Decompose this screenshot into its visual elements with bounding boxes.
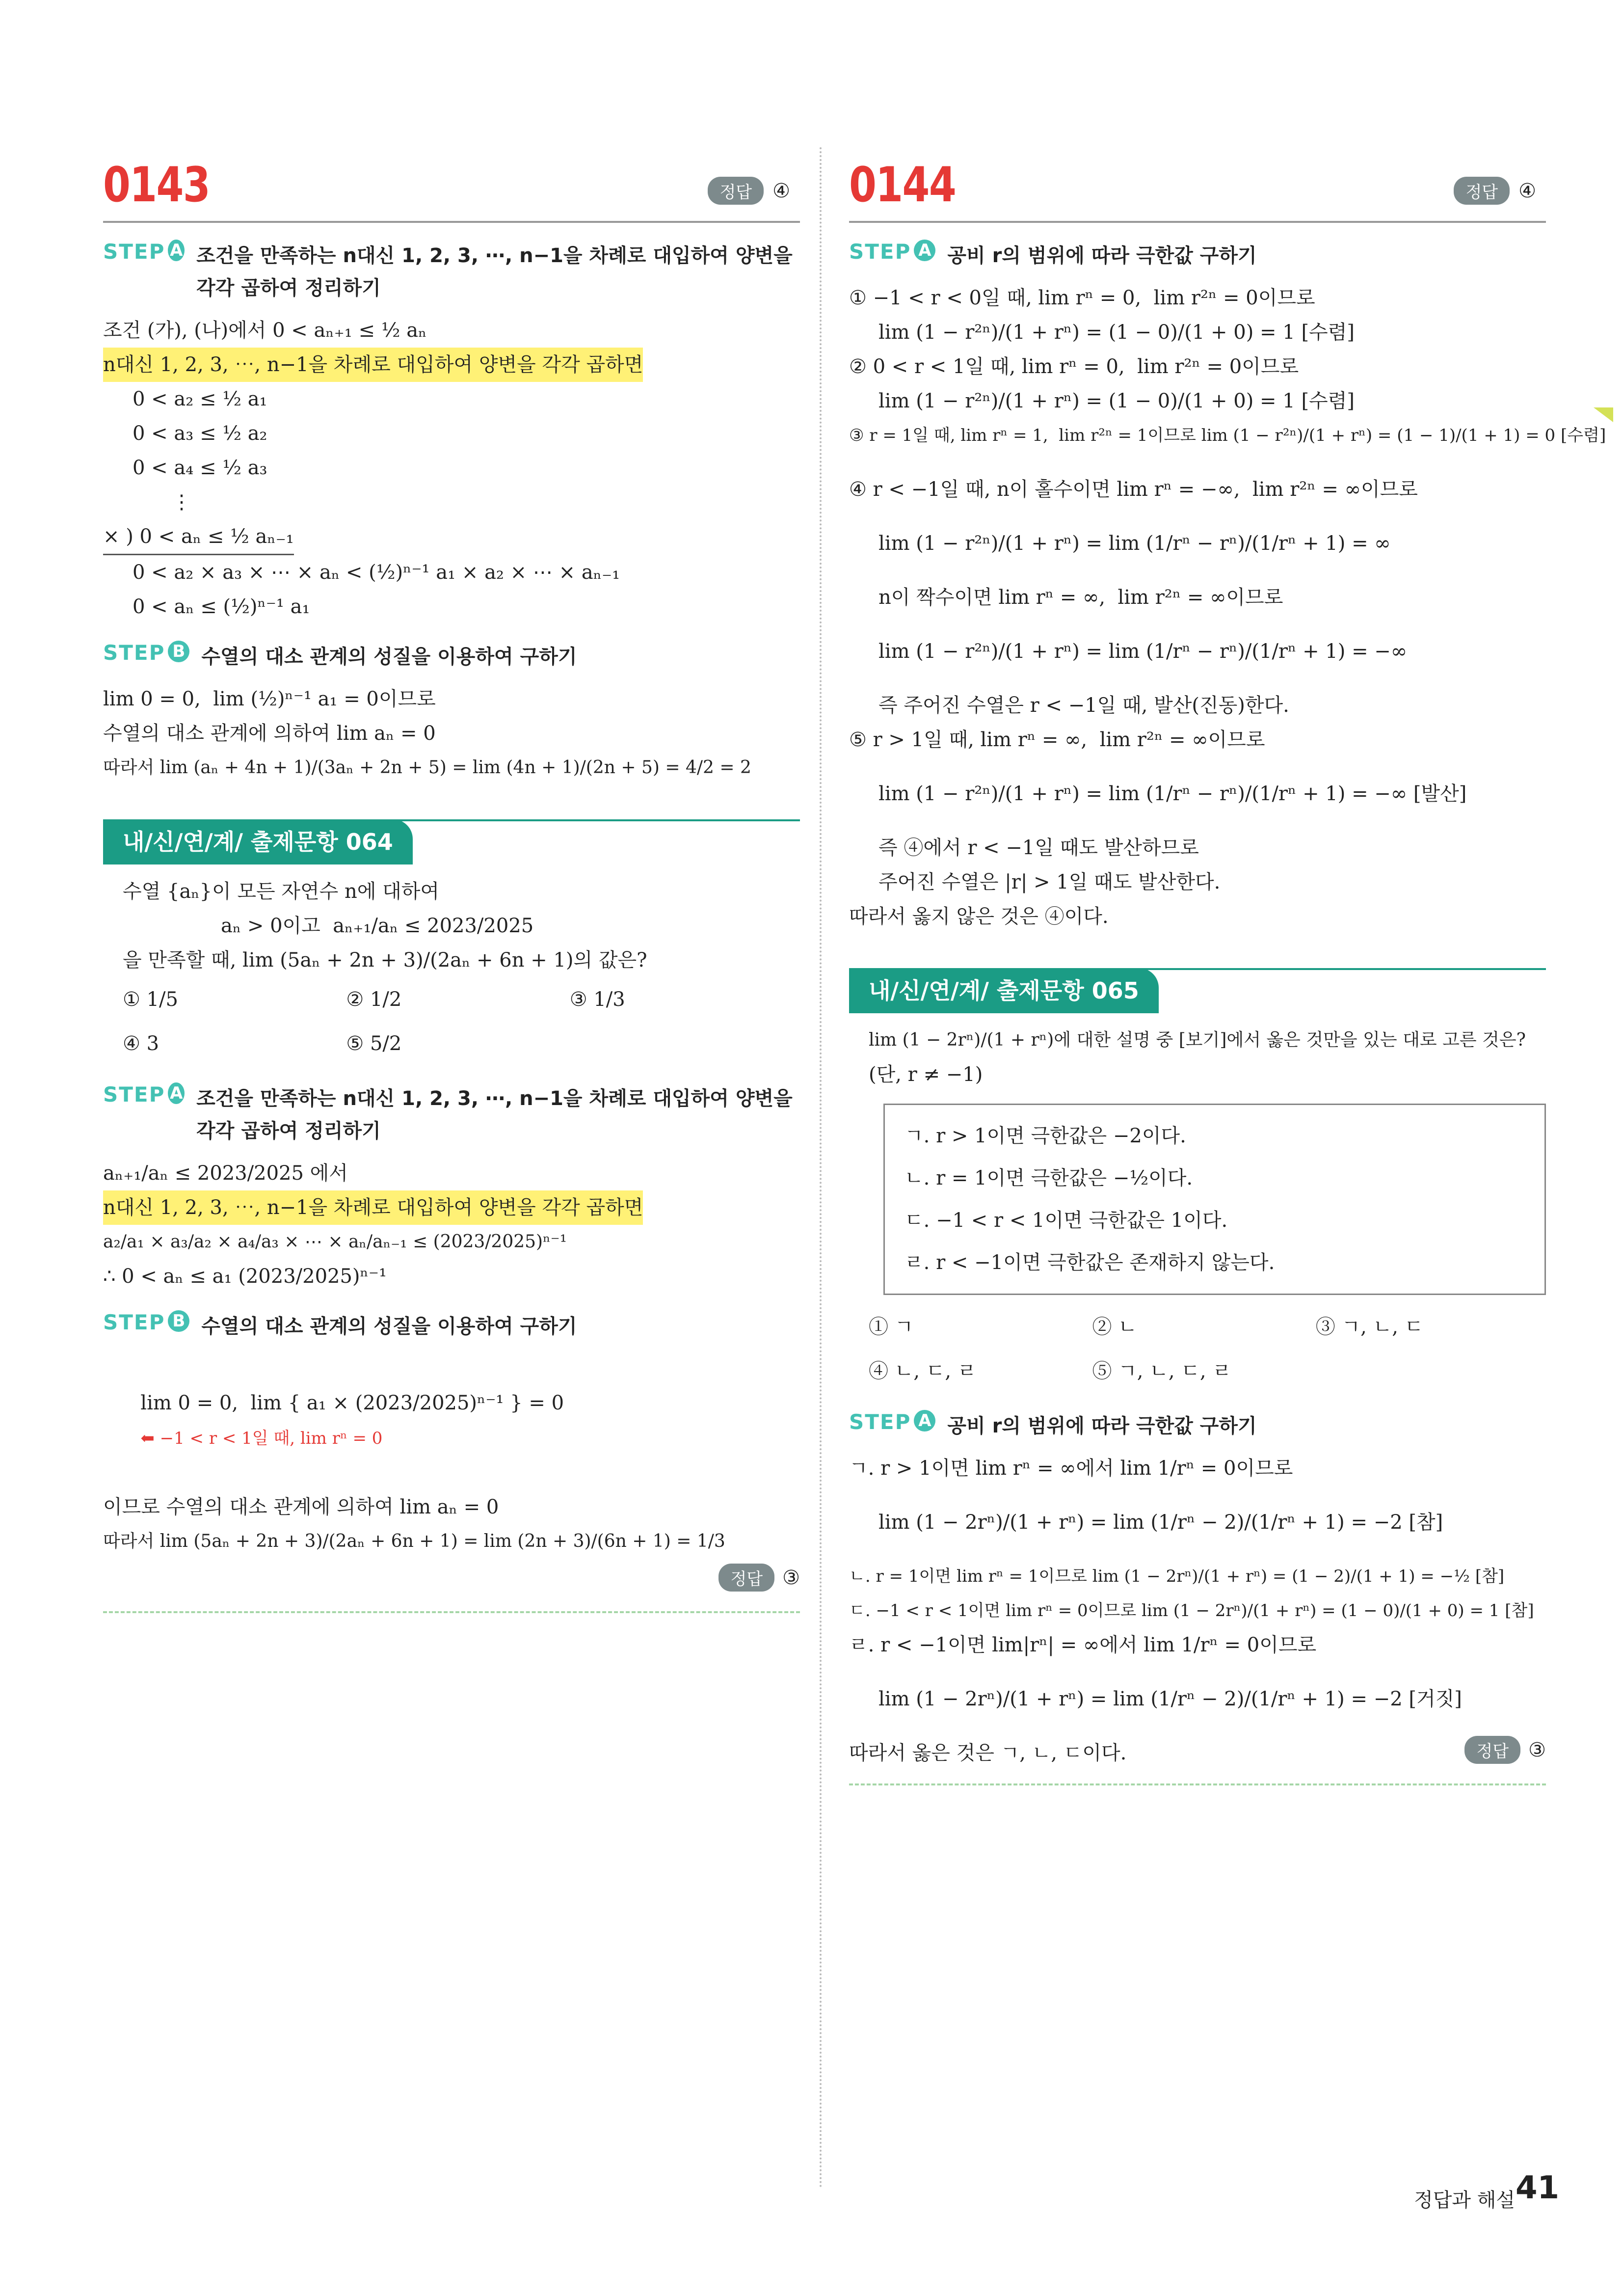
solution-line: ⑤ r > 1일 때, lim rⁿ = ∞, lim r²ⁿ = ∞이므로 (849, 729, 1265, 751)
problem-number: 0144 (849, 157, 956, 213)
solution-line: lim (1 − r²ⁿ)/(1 + rⁿ) = lim (1/rⁿ − rⁿ)/(1/rⁿ + 1) = −∞ [발산] (878, 783, 1467, 805)
solution-line: ② 0 < r < 1일 때, lim rⁿ = 0, lim r²ⁿ = 0이므로 (849, 355, 1299, 378)
related-problem-header (103, 819, 800, 864)
bogi-item: ㄱ. r > 1이면 극한값은 −2이다. (905, 1125, 1186, 1147)
solution-line: 조건 (가), (나)에서 0 < aₙ₊₁ ≤ ½ aₙ (103, 319, 427, 342)
choice-2[interactable]: ② ㄴ (1092, 1316, 1137, 1338)
solution-line: 즉 ④에서 r < −1일 때도 발산하므로 (878, 837, 1199, 859)
solution-line: ③ r = 1일 때, lim rⁿ = 1, lim r²ⁿ = 1이므로 lim (1 − r²ⁿ)/(1 + rⁿ) = (1 − 1)/(1 + 1) = 0 [수렴] (849, 426, 1606, 445)
solution-line: 따라서 lim (aₙ + 4n + 1)/(3aₙ + 2n + 5) = lim (4n + 1)/(2n + 5) = 4/2 = 2 (103, 757, 751, 778)
solution-line: lim (1 − 2rⁿ)/(1 + rⁿ) = lim (1/rⁿ − 2)/(1/rⁿ + 1) = −2 [참] (878, 1511, 1443, 1534)
solution-line: 이므로 수열의 대소 관계에 의하여 lim aₙ = 0 (103, 1496, 499, 1518)
related-problem-tab: 내/신/연/계/ 출제문항 065 (849, 968, 1159, 1013)
solution-line: lim (1 − r²ⁿ)/(1 + rⁿ) = (1 − 0)/(1 + 0) = 1 [수렴] (878, 321, 1355, 344)
solution-line: 즉 주어진 수열은 r < −1일 때, 발산(진동)한다. (878, 694, 1289, 717)
choice-3[interactable]: ③ 1/3 (569, 988, 625, 1011)
step-b2-body (103, 1351, 800, 1559)
column-divider (820, 147, 822, 2189)
choice-4[interactable]: ④ 3 (123, 1032, 160, 1055)
answer-choices (123, 977, 800, 1066)
choice-1[interactable]: ① 1/5 (123, 988, 178, 1011)
step-title: 수열의 대소 관계의 성질을 이용하여 구하기 (201, 1315, 577, 1338)
step-label: STEP (103, 240, 165, 264)
step-a2-header (103, 1082, 800, 1147)
related-problem-tab: 내/신/연/계/ 출제문항 064 (103, 819, 413, 864)
solution-line: lim (1 − r²ⁿ)/(1 + rⁿ) = lim (1/rⁿ − rⁿ)/(1/rⁿ + 1) = −∞ (878, 640, 1408, 663)
solution-line: ① −1 < r < 0일 때, lim rⁿ = 0, lim r²ⁿ = 0이므로 (849, 287, 1315, 309)
solution-line-with-note (103, 1351, 800, 1490)
related-problem-header (849, 968, 1546, 1013)
solution-line: n대신 1, 2, 3, ⋯, n−1을 차례로 대입하여 양변을 각각 곱하면 (103, 1190, 643, 1225)
footer-section-label: 정답과 해설 (1414, 2189, 1515, 2212)
page-edge-marker (1594, 407, 1613, 422)
section-end-rule (849, 1783, 1546, 1785)
related-problem-body (103, 874, 800, 1066)
step-label: STEP (103, 1082, 165, 1107)
step-title: 조건을 만족하는 n대신 1, 2, 3, ⋯, n−1을 차례로 대입하여 양변을 각각 곱하여 정리하기 (196, 244, 793, 299)
step-b-body (103, 682, 800, 785)
question-line: (단, r ≠ −1) (869, 1063, 983, 1086)
step-label: STEP (103, 1310, 165, 1334)
solution-line: 따라서 옳은 것은 ㄱ, ㄴ, ㄷ이다. (849, 1742, 1127, 1764)
answer-label: 정답 (1464, 1736, 1520, 1764)
bogi-item: ㄹ. r < −1이면 극한값은 존재하지 않는다. (905, 1251, 1275, 1274)
bogi-box (883, 1104, 1546, 1295)
left-column (103, 147, 800, 1613)
step-a2-body (103, 1156, 800, 1294)
step-letter: B (168, 641, 189, 662)
step-a2-header (849, 1410, 1546, 1442)
solution-line: × ) 0 < aₙ ≤ ½ aₙ₋₁ (103, 519, 294, 555)
step-a-body (849, 281, 1606, 934)
solution-line: ㄹ. r < −1이면 lim|rⁿ| = ∞에서 lim 1/rⁿ = 0이므로 (849, 1634, 1317, 1656)
right-column (849, 147, 1606, 1785)
step-b-header (103, 641, 800, 673)
choice-5[interactable]: ⑤ ㄱ, ㄴ, ㄷ, ㄹ (1092, 1360, 1231, 1382)
step-label: STEP (849, 1410, 911, 1434)
solution-line: 따라서 lim (5aₙ + 2n + 3)/(2aₙ + 6n + 1) = lim (2n + 3)/(6n + 1) = 1/3 (103, 1531, 725, 1551)
step-title: 조건을 만족하는 n대신 1, 2, 3, ⋯, n−1을 차례로 대입하여 양변을 각각 곱하여 정리하기 (196, 1087, 793, 1142)
step-a-header (103, 240, 800, 304)
solution-line: a₂/a₁ × a₃/a₂ × a₄/a₃ × ⋯ × aₙ/aₙ₋₁ ≤ (2023/2025)ⁿ⁻¹ (103, 1232, 567, 1252)
solution-line: 0 < a₄ ≤ ½ a₃ (133, 457, 267, 479)
solution-line: 0 < aₙ ≤ (½)ⁿ⁻¹ a₁ (133, 595, 310, 618)
solution-line: n대신 1, 2, 3, ⋯, n−1을 차례로 대입하여 양변을 각각 곱하면 (103, 348, 643, 382)
solution-line: ㄱ. r > 1이면 lim rⁿ = ∞에서 lim 1/rⁿ = 0이므로 (849, 1457, 1293, 1480)
question-line: 을 만족할 때, lim (5aₙ + 2n + 3)/(2aₙ + 6n + 1)의 값은? (123, 949, 647, 972)
bogi-item: ㄴ. r = 1이면 극한값은 −½이다. (905, 1167, 1193, 1189)
step-a2-body (849, 1451, 1546, 1770)
question-line: 수열 {aₙ}이 모든 자연수 n에 대하여 (123, 880, 440, 903)
step-letter: A (168, 240, 185, 261)
choice-5[interactable]: ⑤ 5/2 (346, 1032, 402, 1055)
answer-label: 정답 (1454, 177, 1510, 205)
page-number: 41 (1515, 2170, 1559, 2206)
problem-header (849, 147, 1546, 223)
step-a-header (849, 240, 1546, 272)
step-a-body (103, 313, 800, 624)
section-end-rule (103, 1611, 800, 1613)
answer-value: ④ (772, 179, 790, 202)
answer-tag (1454, 177, 1536, 205)
solution-line: n이 짝수이면 lim rⁿ = ∞, lim r²ⁿ = ∞이므로 (878, 586, 1283, 609)
step-letter: A (914, 1410, 935, 1432)
bogi-item: ㄷ. −1 < r < 1이면 극한값은 1이다. (905, 1209, 1228, 1232)
related-problem-body (849, 1023, 1546, 1393)
answer-tag (708, 177, 790, 205)
step-title: 수열의 대소 관계의 성질을 이용하여 구하기 (201, 646, 577, 668)
solution-line: aₙ₊₁/aₙ ≤ 2023/2025 에서 (103, 1162, 348, 1185)
step-label: STEP (849, 240, 911, 264)
solution-line: 수열의 대소 관계에 의하여 lim aₙ = 0 (103, 722, 436, 745)
question-line: lim (1 − 2rⁿ)/(1 + rⁿ)에 대한 설명 중 [보기]에서 옳은 것만을 있는 대로 고른 것은? (869, 1030, 1526, 1050)
solution-line: ㄷ. −1 < r < 1이면 lim rⁿ = 0이므로 lim (1 − 2rⁿ)/(1 + rⁿ) = (1 − 0)/(1 + 0) = 1 [참] (849, 1601, 1534, 1621)
answer-label: 정답 (718, 1564, 774, 1592)
step-letter: A (168, 1082, 185, 1104)
step-title: 공비 r의 범위에 따라 극한값 구하기 (947, 1415, 1257, 1437)
answer-tag (103, 1564, 800, 1592)
answer-label: 정답 (708, 177, 764, 205)
step-letter: A (914, 240, 935, 261)
step-b2-header (103, 1310, 800, 1343)
solution-line: lim 0 = 0, lim (½)ⁿ⁻¹ a₁ = 0이므로 (103, 688, 436, 710)
solution-line: 따라서 옳지 않은 것은 ④이다. (849, 905, 1109, 928)
solution-line: ⋮ (172, 491, 191, 513)
choice-1[interactable]: ① ㄱ (869, 1316, 914, 1338)
question-line: aₙ > 0이고 aₙ₊₁/aₙ ≤ 2023/2025 (221, 915, 534, 937)
solution-line: ∴ 0 < aₙ ≤ a₁ (2023/2025)ⁿ⁻¹ (103, 1265, 387, 1288)
problem-header (103, 147, 800, 223)
solution-line: lim (1 − 2rⁿ)/(1 + rⁿ) = lim (1/rⁿ − 2)/(1/rⁿ + 1) = −2 [거짓] (878, 1688, 1462, 1710)
choice-3[interactable]: ③ ㄱ, ㄴ, ㄷ (1315, 1316, 1424, 1338)
answer-value: ③ (782, 1566, 800, 1589)
solution-line: 0 < a₂ × a₃ × ⋯ × aₙ < (½)ⁿ⁻¹ a₁ × a₂ × ⋯ × aₙ₋₁ (133, 561, 620, 584)
step-title: 공비 r의 범위에 따라 극한값 구하기 (947, 244, 1257, 267)
solution-line: lim 0 = 0, lim { a₁ × (2023/2025)ⁿ⁻¹ } = 0 (140, 1392, 564, 1414)
solution-line: 주어진 수열은 |r| > 1일 때도 발산한다. (878, 871, 1221, 893)
margin-note: ⬅ −1 < r < 1일 때, lim rⁿ = 0 (140, 1429, 383, 1448)
answer-value: ④ (1518, 179, 1536, 202)
step-label: STEP (103, 641, 165, 665)
choice-4[interactable]: ④ ㄴ, ㄷ, ㄹ (869, 1360, 977, 1382)
choice-2[interactable]: ② 1/2 (346, 988, 402, 1011)
solution-line: lim (1 − r²ⁿ)/(1 + rⁿ) = lim (1/rⁿ − rⁿ)/(1/rⁿ + 1) = ∞ (878, 532, 1391, 555)
solution-line: 0 < a₃ ≤ ½ a₂ (133, 422, 267, 445)
solution-line: ④ r < −1일 때, n이 홀수이면 lim rⁿ = −∞, lim r²ⁿ = ∞이므로 (849, 478, 1418, 501)
answer-value: ③ (1528, 1738, 1546, 1761)
problem-number: 0143 (103, 157, 210, 213)
solution-line: lim (1 − r²ⁿ)/(1 + rⁿ) = (1 − 0)/(1 + 0) = 1 [수렴] (878, 390, 1355, 412)
solution-line: ㄴ. r = 1이면 lim rⁿ = 1이므로 lim (1 − 2rⁿ)/(1 + rⁿ) = (1 − 2)/(1 + 1) = −½ [참] (849, 1567, 1505, 1586)
answer-choices (869, 1305, 1546, 1393)
solution-line: 0 < a₂ ≤ ½ a₁ (133, 388, 267, 410)
step-letter: B (168, 1310, 189, 1332)
